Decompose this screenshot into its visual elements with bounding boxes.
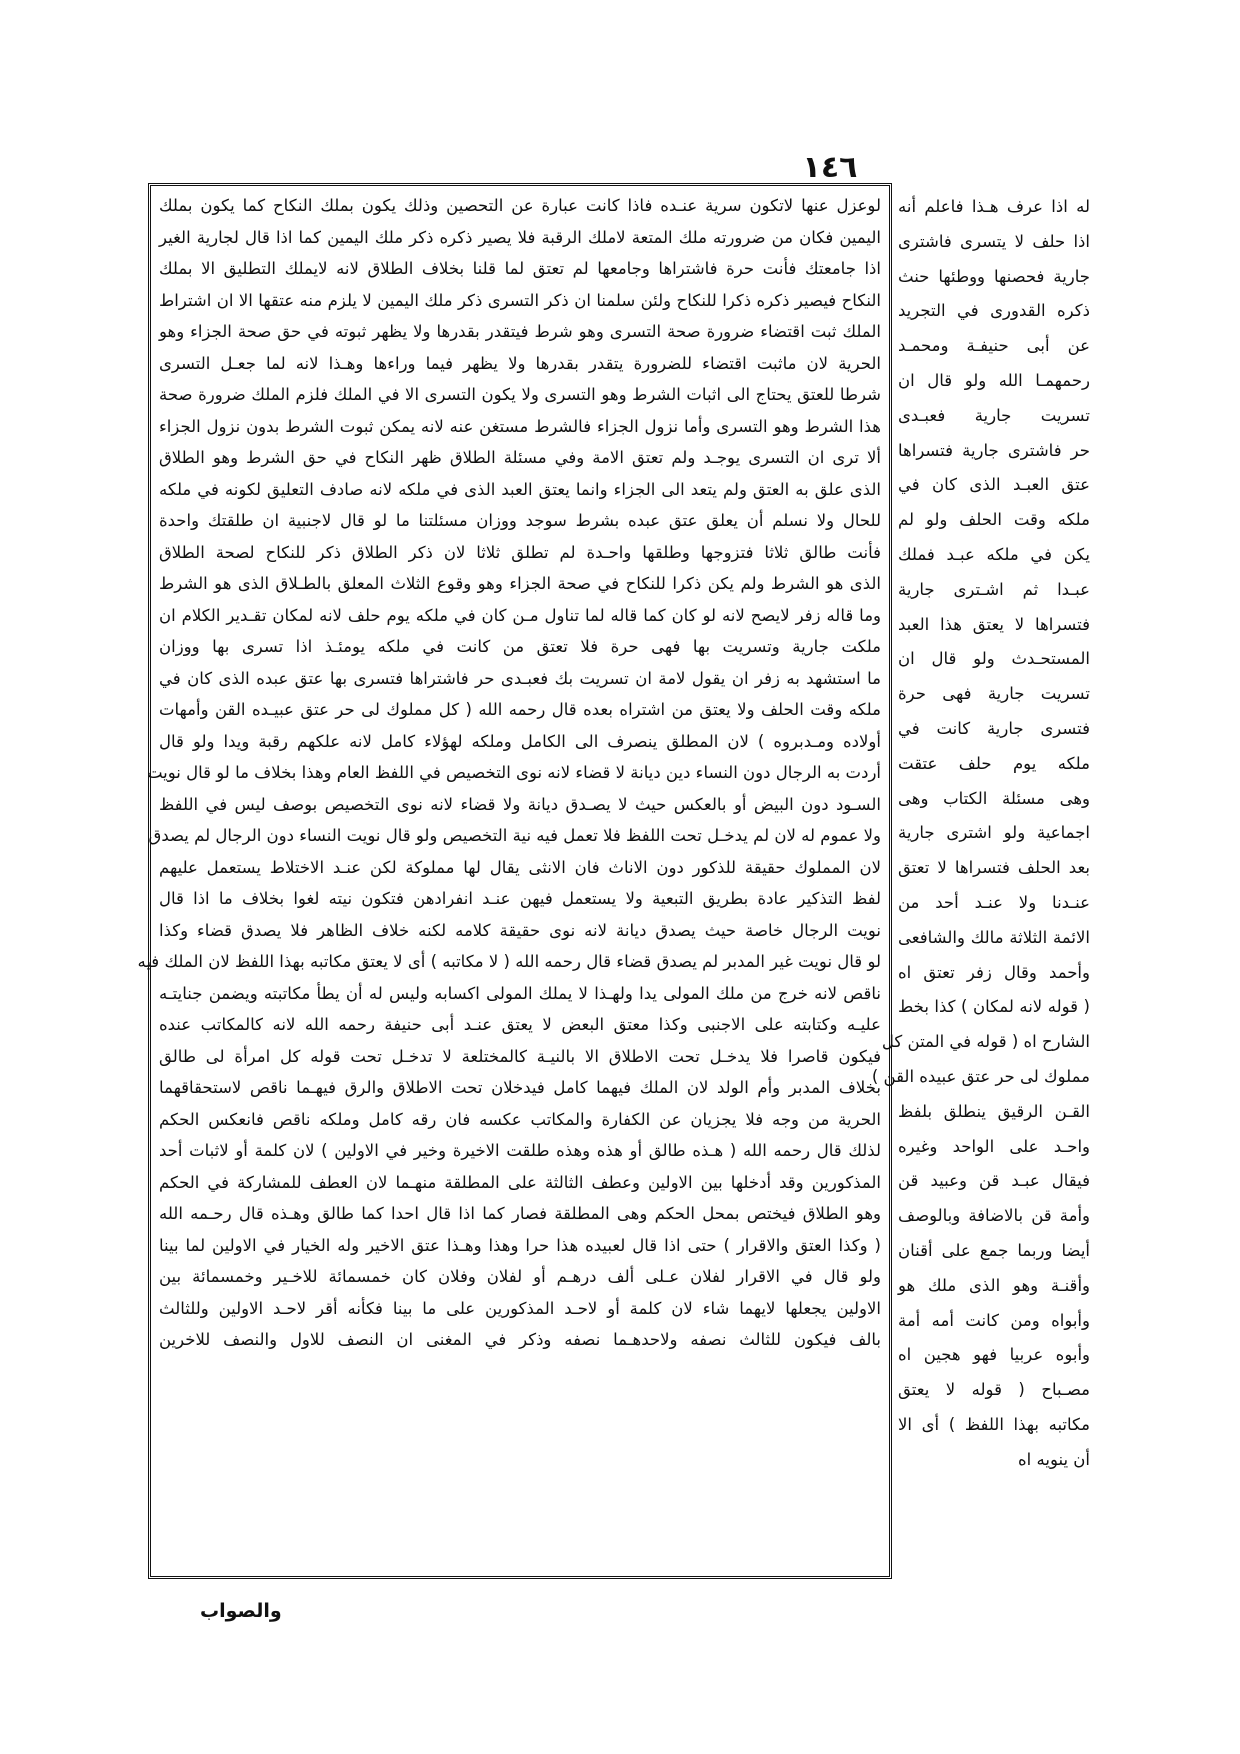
margin-text-line: يكن في ملكه عبـد فملك [898, 544, 1090, 564]
margin-text-line: حر فاشترى جارية فتسراها [898, 440, 1090, 460]
margin-text-line: فتسراها لا يعتق هذا العبد [898, 614, 1090, 634]
margin-text-line: تسريت جارية فهى حرة [898, 684, 1090, 704]
main-text-line: ولو قال في الاقرار لفلان عـلى ألف درهـم أو لفلان وفلان كان خمسمائة للاخـير وخمسمائة بين [159, 1267, 881, 1286]
main-text-line: ( وكذا العتق والاقرار ) حتى اذا قال لعبيده هذا حرا وهذا وهـذا عتق الاخير وله الخيار في الاولين لما بينا [159, 1235, 881, 1255]
main-text-line: الاولين يجعلها لايهما شاء لان كلمة أو لاحـد المذكورين على ما بينا فكأنه أقر لاحـد الاولين وللثالث [159, 1298, 881, 1318]
main-text-line: هذا الشرط وهو التسرى وأما نزول الجزاء فالشرط مستغن عنه لانه يمكن ثبوت الشرط بدون نزول الجزاء [159, 416, 881, 436]
main-text-line: النكاح فيصير ذكره ذكرا للنكاح ولئن سلمنا ان ذكر التسرى ذكر ملك اليمين لا يلزم منه عتقها الا ان اشتراط [159, 290, 881, 310]
main-text-line: وما قاله زفر لايصح لانه لو كان كما قاله لما تناول مـن كان في ملكه يوم حلف لانه لمكان تقـدير الكلام ان [159, 605, 881, 625]
main-text-line: أردت به الرجال دون النساء دين ديانة لا قضاء لانه نوى التخصيص في اللفظ العام وهذا بخلاف ما لو قال نويت [146, 763, 881, 782]
catchword: والصواب [200, 1600, 282, 1622]
margin-text-line: وأحمد وقال زفر تعتق اه [898, 962, 1090, 982]
margin-text-line: بعد الحلف فتسراها لا تعتق [898, 858, 1090, 878]
main-text-line: المذكورين وقد أدخلها بين الاولين وعطف الثالثة على المطلقة منهـما لان العطف للمشاركة في الحكم [159, 1172, 881, 1192]
main-text-line: لو قال نويت غير المدبر لم يصدق قضاء قال رحمه الله ( لا مكاتبه ) أى لا يعتق مكاتبه بهذا اللفظ لان الملك فيه [137, 952, 881, 971]
main-text-line: وهو الطلاق فيختص بمحل الحكم وهى المطلقة فصار كما اذا قال احدا كما طالق وهـذه قال رحـمه الله [159, 1204, 881, 1223]
main-text-line: عليـه وكتابته على الاجنبى وكذا معتق البعض لا يعتق عنـد أبى حنيفة رحمه الله لانه كالمكاتب عنده [159, 1015, 881, 1034]
main-text-line: فأنت طالق ثلاثا فتزوجها وطلقها واحـدة لم تطلق ثلاثا لان ذكر الطلاق ذكر للنكاح لصحة الطلاق [159, 542, 881, 562]
margin-text-line: الشارح اه ( قوله في المتن كل [881, 1032, 1090, 1052]
main-text-line: الذى علق به العتق ولم يتعد الى الجزاء وانما يعتق العبد الذى في ملكه لانه صادف التعليق لكونه في ملكه [159, 479, 881, 499]
margin-text-line: مملوك لى حر عتق عبيده القن ) [871, 1066, 1090, 1086]
main-text-line: الملك ثبت اقتضاء ضرورة صحة التسرى وهو شرط فيتقدر بقدرها ولا يظهر ثبوته في حق صحة الجزاء وهو [159, 322, 881, 341]
margin-text-line: عتق العبـد الذى كان في [898, 475, 1090, 495]
main-text-line: نويت الرجال خاصة حيث يصدق ديانة لانه نوى حقيقة كلامه لكنه خلاف الظاهر فلا يصدق قضاء وكذا [159, 920, 881, 940]
main-text-line: اذا جامعتك فأنت حرة فاشتراها وجامعها لم تعتق لما قلنا بخلاف الطلاق لانه لايملك التطليق الا بملك [159, 259, 881, 278]
margin-text-line: وأقنـة وهو الذى ملك هو [898, 1275, 1090, 1295]
margin-text-line: اجماعية ولو اشترى جارية [898, 823, 1090, 843]
margin-text-line: فيقال عبـد قن وعبيد قن [898, 1171, 1090, 1191]
margin-text-line: واحـد على الواحد وغيره [898, 1136, 1090, 1156]
margin-text-line: له اذا عرف هـذا فاعلم أنه [898, 197, 1090, 216]
margin-text-line: وهى مسئلة الكتاب وهى [898, 788, 1090, 808]
margin-text-line: مصـباح ( قوله لا يعتق [898, 1380, 1090, 1400]
main-text-line: ملكه وقت الحلف ولا يعتق من اشتراه بعده قال رحمه الله ( كل مملوك لى حر عتق عبيـده القن وأمهات [159, 700, 881, 719]
margin-text-line: تسريت جارية فعبـدى [898, 405, 1090, 425]
page-number: ١٤٦ [802, 150, 858, 185]
margin-text-line: الائمة الثلاثة مالك والشافعى [898, 927, 1090, 947]
margin-text-line: جارية فحصنها ووطئها حنث [898, 266, 1090, 286]
main-text-line: ناقص لانه خرج من ملك المولى يدا ولهـذا لا يملك المولى اكسابه وليس له أن يطأ مكاتبته ويضمن جنايتـه [159, 983, 881, 1003]
margin-text-line: أن ينويه اه [1018, 1449, 1090, 1469]
main-text-line: لوعزل عنها لاتكون سرية عنـده فاذا كانت عبارة عن التحصين وذلك يكون بملك النكاح كما يكون بملك [159, 196, 881, 215]
margin-text-line: عنـدنا ولا عنـد أحد من [898, 892, 1090, 912]
main-text-frame [137, 183, 892, 1579]
main-text-line: ما استشهد به زفر ان يقول لامة ان تسريت بك فعبـدى حر فاشتراها فتسرى بها عتق عبده الذى كان في [159, 668, 881, 688]
main-text-line: ألا ترى ان التسرى يوجـد ولم تعتق الامة وفي مسئلة الطلاق ظهر النكاح في حق الشرط وهو الطلاق [159, 448, 881, 467]
main-text-line: لفظ التذكير عادة بطريق التبعية ولا يستعمل فيهن عنـد انفرادهن فتكون نيته لغوا بخلاف ما اذا قال [159, 889, 881, 908]
margin-text-line: عبـدا ثم اشـترى جارية [898, 579, 1090, 599]
main-text-line: الذى هو الشرط ولم يكن ذكرا للنكاح في صحة الجزاء وهو وقوع الثلاث المعلق بالطـلاق الذى هو الشرط [159, 574, 881, 593]
main-text-line: بخلاف المدبر وأم الولد لان الملك فيهما كامل فيدخلان تحت الاطلاق والرق فيهـما ناقص لاستحقاقهما [159, 1078, 881, 1097]
main-text-line: السـود دون البيض أو بالعكس حيث لا يصـدق ديانة ولا قضاء لانه نوى التخصيص بوصف ليس في اللفظ [159, 794, 881, 814]
main-text-line: للحال ولا نسلم أن يعلق عتق عبده بشرط سوجد ووزان مسئلتنا ما لو قال لاجنبية ان طلقتك واحدة [159, 511, 881, 530]
margin-commentary [871, 190, 1090, 1570]
margin-text-line: رحمهمـا الله ولو قال ان [898, 370, 1090, 390]
main-text-line: ملكت جارية وتسريت بها فهى حرة فلا تعتق من كانت في ملكه يومئـذ اذا تسرى بها ووزان [159, 637, 881, 656]
main-text-line: شرطا للعتق يحتاج الى اثبات الشرط وهو التسرى ولا يكون التسرى الا في الملك فلزم الملك ضرورة صحة [159, 385, 881, 404]
main-text-line: أولاده ومـدبروه ) لان المطلق ينصرف الى الكامل وملكه لهؤلاء كامل لانه علكهم رقبة ويدا ولو قال [159, 731, 881, 751]
margin-text-line: القـن الرقيق ينطلق بلفظ [898, 1101, 1090, 1121]
main-text-line: ولا عموم له لان لم يدخـل تحت اللفظ فلا تعمل فيه نية التخصيص ولو قال نويت النساء دون الرجال لم يصدق [148, 826, 881, 845]
margin-text-line: ملكه وقت الحلف ولو لم [898, 510, 1090, 530]
margin-text-line: المستحـدث ولو قال ان [898, 649, 1090, 669]
margin-text-line: فتسرى جارية كانت في [898, 718, 1090, 738]
margin-text-line: ذكره القدورى في التجريد [898, 301, 1090, 321]
main-text-line: لذلك قال رحمه الله ( هـذه طالق أو هذه وهذه طلقت الاخيرة وخير في الاولين ) لان كلمة أو لاثبات أحد [159, 1141, 881, 1160]
main-text-line: بالف فيكون للثالث نصفه ولاحدهـما نصفه وذكر في المغنى ان النصف للاول والنصف للاخرين [159, 1330, 881, 1349]
margin-text-line: أيضا وربما جمع على أقنان [898, 1240, 1090, 1260]
margin-text-line: مكاتبه بهذا اللفظ ) أى الا [898, 1414, 1090, 1434]
margin-text-line: ( قوله لانه لمكان ) كذا بخط [898, 997, 1090, 1017]
main-text-line: الحرية لان ماثبت اقتضاء للضرورة يتقدر بقدرها ولا يظهر فيما وراءها وهـذا لانه لما جعـل التسرى [159, 353, 881, 373]
margin-text-line: ملكه يوم حلف عتقت [898, 753, 1090, 773]
main-text-line: الحرية من وجه فلا يجزيان عن الكفارة والمكاتب عكسه فان رقه كامل وملكه ناقص فانعكس الحكم [159, 1109, 881, 1129]
margin-text-line: وأبوه عربيا فهو هجين اه [898, 1345, 1090, 1365]
main-text-line: لان المملوك حقيقة للذكور دون الاناث فان الانثى يقال لها مملوكة لكن عنـد الاختلاط يستعمل عليهم [159, 857, 881, 877]
main-text-line: اليمين فكان من ضرورته ملك المتعة لاملك الرقبة فلا يصير ذكره ذكر ملك اليمين كما اذا قال لجارية الغير [159, 227, 881, 247]
margin-text-line: عن أبى حنيفـة ومحمـد [898, 336, 1090, 356]
margin-text-line: وأبواه ومن كانت أمه أمة [898, 1310, 1090, 1330]
margin-text-line: وأمة قن بالاضافة وبالوصف [898, 1206, 1090, 1226]
main-text-line: فيكون قاصرا فلا يدخـل تحت الاطلاق الا بالنيـة كالمختلعة لا تدخـل تحت قوله كل امرأة لى طالق [159, 1046, 881, 1066]
margin-text-line: اذا حلف لا يتسرى فاشترى [898, 231, 1090, 251]
